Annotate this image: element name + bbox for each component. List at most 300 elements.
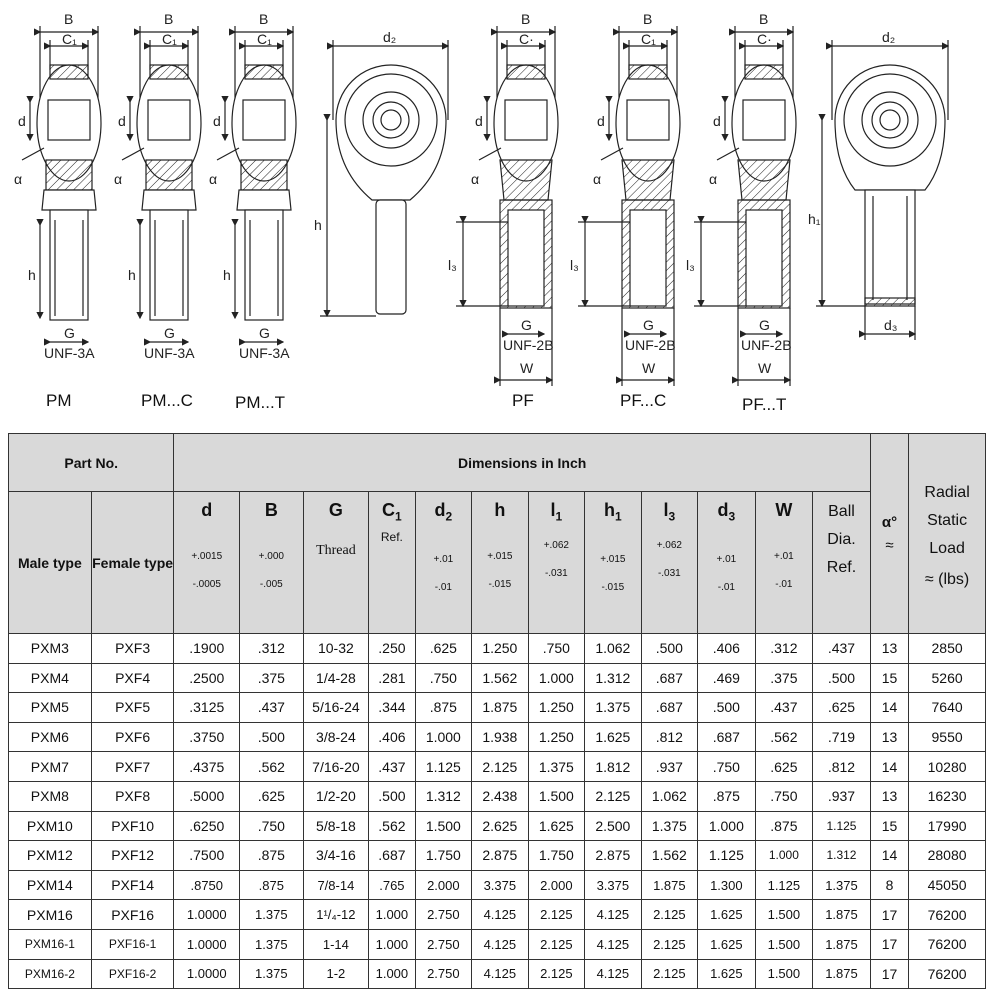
column-symbol-main: h [494,500,506,520]
label-b: B [259,11,269,27]
label-b: B [521,11,531,27]
label-alpha: α [471,171,480,187]
value-cell: 15 [870,811,908,841]
value-cell: 1.500 [415,811,472,841]
column-tolerance: +.0015 [191,551,223,562]
column-symbol [642,500,698,524]
value-cell: .625 [755,752,813,782]
value-cell: 1.875 [813,959,871,989]
column-symbol-main: d [201,500,213,520]
column-header [415,492,472,634]
column-tolerance: +.062 [656,539,682,551]
column-tolerance: -.031 [544,567,568,579]
value-cell: .875 [698,781,756,811]
value-cell: 2.875 [585,841,642,871]
value-cell: 3/8-24 [303,722,369,752]
label-d2: d₂ [882,29,896,45]
drawing-male-side-view [320,40,448,316]
value-cell: .937 [641,752,698,782]
label-g: G [64,325,75,341]
value-cell: .6250 [174,811,240,841]
table-row [9,959,986,989]
label-thread: UNF-2B [503,337,554,353]
value-cell: 2.125 [641,900,698,930]
label-l3: l₃ [686,257,695,273]
value-cell: 1.300 [698,870,756,900]
value-cell: 7640 [909,693,986,723]
value-cell: 1.875 [641,870,698,900]
value-cell: 2.125 [641,959,698,989]
value-cell: .562 [369,811,415,841]
value-cell: .625 [813,693,871,723]
column-header [755,492,813,634]
value-cell: .406 [369,722,415,752]
value-cell: 7/8-14 [303,870,369,900]
value-cell: .812 [641,722,698,752]
label-thread: UNF-3A [239,345,290,361]
alpha-symbol: α° [881,513,898,531]
value-cell: 1.062 [641,781,698,811]
label-thread: UNF-2B [625,337,676,353]
column-symbol-main: B [264,500,278,520]
value-cell: 4.125 [472,959,529,989]
value-cell: 7/16-20 [303,752,369,782]
value-cell: .7500 [174,841,240,871]
label-h: h [314,217,322,233]
column-symbol-main: d [434,500,446,520]
label-alpha: α [209,171,218,187]
value-cell: .3750 [174,722,240,752]
label-h: h [223,267,231,283]
table-row [9,929,986,959]
value-cell: 1.0000 [174,959,240,989]
male-part-cell: PXM4 [9,663,92,693]
column-header [528,492,585,634]
value-cell: 10280 [909,752,986,782]
value-cell: .719 [813,722,871,752]
value-cell: 1/2-20 [303,781,369,811]
value-cell: .875 [240,841,304,871]
value-cell: 76200 [909,929,986,959]
value-cell: 2850 [909,634,986,664]
value-cell: 1.625 [585,722,642,752]
drawing-pm-t [217,26,296,342]
column-tolerance: -.01 [775,579,793,590]
column-symbol [416,500,472,524]
column-header [303,492,369,634]
value-cell: 1.000 [369,959,415,989]
label-thread: UNF-3A [44,345,95,361]
column-symbol [240,500,303,521]
value-cell: .500 [240,722,304,752]
label-g: G [164,325,175,341]
label-b: B [643,11,653,27]
column-symbol-sub: 3 [668,509,676,524]
drawing-pf [456,26,558,386]
label-w: W [520,360,534,376]
column-header [585,492,642,634]
label-thread: UNF-3A [144,345,195,361]
male-type-header: Male type [9,492,92,634]
value-cell: 13 [870,781,908,811]
label-h1: h₁ [808,211,821,227]
value-cell: 1.0000 [174,900,240,930]
column-header [641,492,698,634]
value-cell: .344 [369,693,415,723]
column-symbol [585,500,641,524]
value-cell: .8750 [174,870,240,900]
female-part-cell: PXF16 [91,900,174,930]
label-g: G [643,317,654,333]
value-cell: .937 [813,781,871,811]
value-cell: 76200 [909,959,986,989]
table-row [9,900,986,930]
value-cell: 1.125 [813,811,871,841]
value-cell: 4.125 [472,929,529,959]
value-cell: .1900 [174,634,240,664]
value-cell: 1.0000 [174,929,240,959]
value-cell: .750 [755,781,813,811]
label-c: C· [757,31,772,47]
table-row [9,663,986,693]
value-cell: 1.125 [698,841,756,871]
value-cell: 14 [870,752,908,782]
value-cell: 3/4-16 [303,841,369,871]
female-part-cell: PXF4 [91,663,174,693]
value-cell: 15 [870,663,908,693]
female-part-cell: PXF12 [91,841,174,871]
value-cell: 1-2 [303,959,369,989]
label-g: G [259,325,270,341]
male-part-cell: PXM16 [9,900,92,930]
caption-pm: PM [46,391,72,410]
table-row [9,752,986,782]
radial-load-label: Radial Static Load [924,483,970,557]
value-cell: 3.375 [585,870,642,900]
value-cell: .312 [755,634,813,664]
value-cell: .4375 [174,752,240,782]
value-cell: 1.750 [528,841,585,871]
value-cell: .687 [369,841,415,871]
label-d: d [18,113,26,129]
value-cell: 2.625 [472,811,529,841]
column-tolerance: +.01 [773,551,794,562]
value-cell: 8 [870,870,908,900]
ball-dia-label: Ball Dia. Ref. [826,503,857,576]
value-cell: .3125 [174,693,240,723]
column-tolerance: -.031 [657,567,681,579]
value-cell: 10-32 [303,634,369,664]
column-tolerance: +.015 [600,553,626,565]
column-header [240,492,304,634]
value-cell: 1-14 [303,929,369,959]
label-h: h [128,267,136,283]
value-cell: 17 [870,959,908,989]
label-d: d [118,113,126,129]
value-cell: .875 [755,811,813,841]
column-symbol-main: d [717,500,729,520]
label-w: W [642,360,656,376]
caption-pf: PF [512,391,534,410]
label-alpha: α [709,171,718,187]
table-row [9,634,986,664]
column-tolerance: -.0005 [192,579,221,590]
value-cell: 1.875 [813,929,871,959]
male-part-cell: PXM8 [9,781,92,811]
male-part-cell: PXM6 [9,722,92,752]
value-cell: 2.750 [415,959,472,989]
column-symbol [369,500,414,524]
drawing-pf-c [578,26,680,386]
table-row [9,781,986,811]
value-cell: 1.000 [528,663,585,693]
label-alpha: α [114,171,123,187]
value-cell: 17 [870,900,908,930]
column-symbol-sub: 1 [615,509,622,524]
column-symbol-main: l [663,500,669,520]
value-cell: 1.562 [641,841,698,871]
radial-load-unit: ≈ (lbs) [924,570,970,588]
label-d: d [475,113,483,129]
label-b: B [164,11,174,27]
value-cell: 1.750 [415,841,472,871]
label-g: G [759,317,770,333]
drawing-pf-t [694,26,796,386]
female-part-cell: PXF16-1 [91,929,174,959]
male-part-cell: PXM3 [9,634,92,664]
male-part-cell: PXM16-2 [9,959,92,989]
label-c1: C₁ [62,31,77,47]
value-cell: 14 [870,693,908,723]
value-cell: 3.375 [472,870,529,900]
drawing-female-side-view [816,40,948,340]
label-alpha: α [14,171,23,187]
value-cell: .687 [698,722,756,752]
value-cell: 1¹/₄-12 [303,900,369,930]
value-cell: 1.375 [240,959,304,989]
value-cell: 1.625 [698,959,756,989]
value-cell: .562 [240,752,304,782]
value-cell: .500 [813,663,871,693]
value-cell: .750 [240,811,304,841]
value-cell: .437 [240,693,304,723]
drawing-pm-c [122,26,201,342]
column-symbol-main: C [382,500,396,520]
value-cell: .875 [240,870,304,900]
value-cell: 1.375 [240,900,304,930]
table-row [9,811,986,841]
value-cell: .250 [369,634,415,664]
value-cell: 2.438 [472,781,529,811]
rod-end-drawings [0,0,994,428]
value-cell: 4.125 [585,929,642,959]
column-tolerance: +.01 [716,553,737,565]
label-c1: C₁ [162,31,177,47]
value-cell: 1.625 [698,900,756,930]
table-row [9,693,986,723]
value-cell: 1.000 [369,929,415,959]
column-symbol [174,500,239,521]
value-cell: 2.500 [585,811,642,841]
column-note: Ref. [380,529,403,544]
caption-pm-c: PM...C [141,391,193,410]
alpha-header [870,434,908,634]
value-cell: .750 [528,634,585,664]
label-d: d [713,113,721,129]
radial-load-header [909,434,986,634]
female-part-cell: PXF5 [91,693,174,723]
value-cell: 2.750 [415,929,472,959]
label-l3: l₃ [448,257,457,273]
table-row [9,722,986,752]
column-symbol-sub: 3 [728,509,736,524]
column-symbol-main: W [775,500,793,520]
value-cell: 76200 [909,900,986,930]
column-tolerance: -.01 [717,581,735,593]
male-part-cell: PXM5 [9,693,92,723]
value-cell: 1.000 [755,841,813,871]
value-cell: 1.562 [472,663,529,693]
value-cell: 4.125 [585,900,642,930]
label-l3: l₃ [570,257,579,273]
female-part-cell: PXF8 [91,781,174,811]
male-part-cell: PXM16-1 [9,929,92,959]
value-cell: 1.000 [415,722,472,752]
drawing-pm [22,26,101,342]
value-cell: .500 [698,693,756,723]
value-cell: .750 [415,663,472,693]
value-cell: 5/16-24 [303,693,369,723]
value-cell: 1.875 [813,900,871,930]
value-cell: 4.125 [585,959,642,989]
value-cell: 1.250 [472,634,529,664]
value-cell: 1.938 [472,722,529,752]
value-cell: .875 [415,693,472,723]
value-cell: 2.125 [641,929,698,959]
value-cell: 2.750 [415,900,472,930]
value-cell: .625 [415,634,472,664]
value-cell: 5260 [909,663,986,693]
column-header [813,492,871,634]
value-cell: 1.500 [755,929,813,959]
column-tolerance: -.01 [434,581,452,593]
column-symbol [529,500,585,524]
value-cell: .687 [641,693,698,723]
value-cell: 5/8-18 [303,811,369,841]
value-cell: 1.125 [755,870,813,900]
alpha-approx: ≈ [885,536,894,554]
column-symbol-sub: 2 [445,509,453,524]
male-part-cell: PXM10 [9,811,92,841]
value-cell: .375 [755,663,813,693]
value-cell: .5000 [174,781,240,811]
value-cell: 1.125 [415,752,472,782]
part-no-header: Part No. [9,434,174,492]
female-type-header: Female type [91,492,174,634]
label-thread: UNF-2B [741,337,792,353]
label-b: B [64,11,74,27]
label-h: h [28,267,36,283]
value-cell: 1.000 [698,811,756,841]
female-part-cell: PXF3 [91,634,174,664]
value-cell: 1.312 [415,781,472,811]
value-cell: 1.875 [472,693,529,723]
value-cell: 2.125 [528,929,585,959]
value-cell: .437 [813,634,871,664]
female-part-cell: PXF16-2 [91,959,174,989]
value-cell: .500 [641,634,698,664]
female-part-cell: PXF14 [91,870,174,900]
female-part-cell: PXF6 [91,722,174,752]
table-row [9,870,986,900]
label-d2: d₂ [383,29,397,45]
value-cell: .687 [641,663,698,693]
caption-pm-t: PM...T [235,393,286,412]
column-tolerance: -.015 [601,581,625,593]
value-cell: 1.375 [813,870,871,900]
value-cell: 2.125 [528,900,585,930]
value-cell: .562 [755,722,813,752]
table-row [9,841,986,871]
label-c1: C₁ [641,31,656,47]
value-cell: .281 [369,663,415,693]
value-cell: .312 [240,634,304,664]
column-header [472,492,529,634]
value-cell: 2.875 [472,841,529,871]
value-cell: 45050 [909,870,986,900]
male-part-cell: PXM14 [9,870,92,900]
value-cell: .437 [369,752,415,782]
female-part-cell: PXF7 [91,752,174,782]
value-cell: .812 [813,752,871,782]
column-tolerance: +.01 [433,553,454,565]
label-d: d [597,113,605,129]
value-cell: 1.812 [585,752,642,782]
value-cell: 1.375 [528,752,585,782]
column-symbol [698,500,755,524]
caption-pf-t: PF...T [742,395,787,414]
value-cell: .406 [698,634,756,664]
column-tolerance: +.000 [258,551,284,562]
label-g: G [521,317,532,333]
column-symbol [756,500,813,521]
male-part-cell: PXM7 [9,752,92,782]
column-note: Thread [316,543,356,558]
label-c: C· [519,31,534,47]
value-cell: 1.312 [813,841,871,871]
value-cell: 1/4-28 [303,663,369,693]
value-cell: 9550 [909,722,986,752]
column-symbol-main: G [328,500,343,520]
column-symbol [304,500,369,521]
column-tolerance: -.015 [488,579,512,590]
label-b: B [759,11,769,27]
value-cell: 1.250 [528,693,585,723]
value-cell: .625 [240,781,304,811]
column-tolerance: -.005 [259,579,283,590]
value-cell: 2.125 [528,959,585,989]
value-cell: 1.375 [240,929,304,959]
value-cell: 14 [870,841,908,871]
column-tolerance: +.062 [543,539,569,551]
value-cell: 1.000 [369,900,415,930]
value-cell: .469 [698,663,756,693]
value-cell: 13 [870,722,908,752]
value-cell: .500 [369,781,415,811]
value-cell: .375 [240,663,304,693]
label-d3: d₃ [884,317,898,333]
column-symbol-main: l [550,500,556,520]
